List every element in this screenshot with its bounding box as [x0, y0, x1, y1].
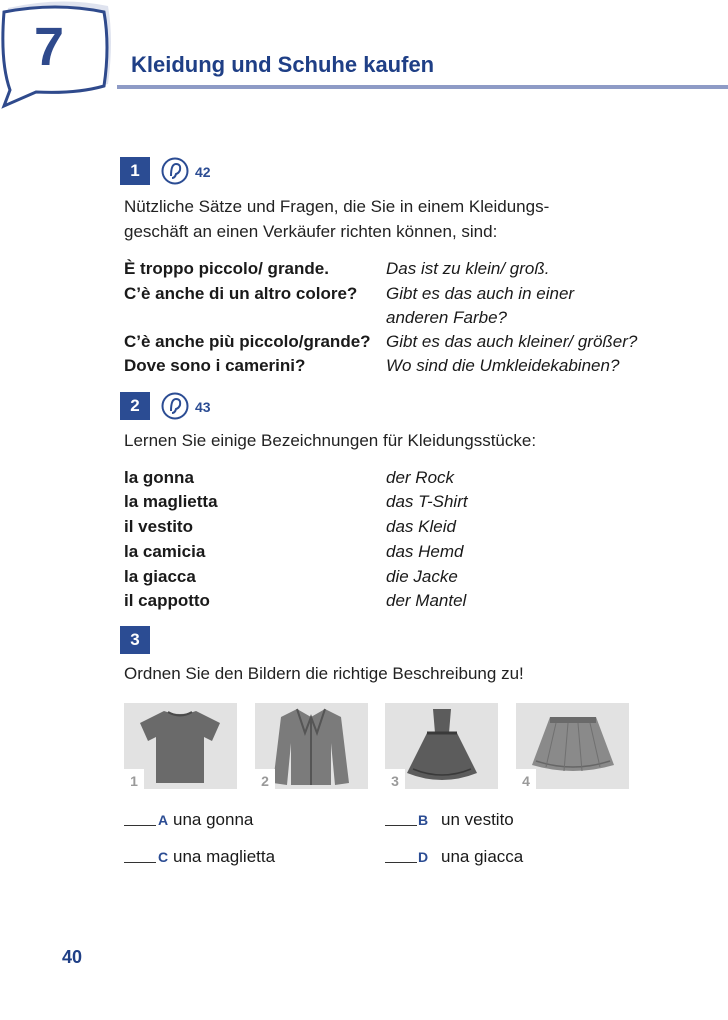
phrase-it: C’è anche più piccolo/grande? [124, 332, 371, 351]
section-2-intro: Lernen Sie einige Bezeichnungen für Kleidungsstücke: [124, 431, 537, 450]
answer-text: una giacca [441, 847, 524, 866]
answer-blank[interactable] [124, 862, 156, 863]
vocab-it: la gonna [124, 468, 194, 487]
phrase-it: C’è anche di un altro colore? [124, 284, 358, 303]
section-1-intro-line1: Nützliche Sätze und Fragen, die Sie in einem Kleidungs- [124, 197, 550, 216]
vocab-it: la camicia [124, 542, 206, 561]
phrase-it: Dove sono i camerini? [124, 356, 306, 375]
phrase-de: Wo sind die Umkleidekabinen? [386, 356, 620, 375]
answer-blank[interactable] [385, 862, 417, 863]
picture-number: 2 [255, 769, 275, 789]
phrase-it: È troppo piccolo/ grande. [124, 259, 329, 278]
section-1-intro-line2: geschäft an einen Verkäufer richten können, sind: [124, 222, 498, 241]
chapter-number: 7 [33, 17, 65, 77]
answer-text: una maglietta [173, 847, 276, 866]
vocab-it: il cappotto [124, 591, 210, 610]
answer-text: una gonna [173, 810, 254, 829]
answer-blank[interactable] [124, 825, 156, 826]
picture-card-4 [516, 703, 629, 789]
ear-audio-icon [161, 392, 189, 420]
phrase-de: Das ist zu klein/ groß. [386, 259, 550, 278]
header-rule [117, 85, 728, 89]
phrase-de: Gibt es das auch in einer [386, 284, 575, 303]
phrase-de: Gibt es das auch kleiner/ größer? [386, 332, 638, 351]
phrase-de-continued: anderen Farbe? [386, 308, 507, 327]
answer-text: un vestito [441, 810, 514, 829]
section-2-badge: 2 [120, 392, 150, 420]
answer-letter: C [158, 849, 169, 865]
picture-card-1 [124, 703, 237, 789]
picture-number: 3 [385, 769, 405, 789]
section-3-intro: Ordnen Sie den Bildern die richtige Beschreibung zu! [124, 664, 524, 683]
vocab-de: das Kleid [386, 517, 456, 536]
answer-letter: A [158, 812, 169, 828]
vocab-de: das T-Shirt [386, 492, 468, 511]
picture-card-3 [385, 703, 498, 789]
ear-audio-icon [161, 157, 189, 185]
vocab-de: der Mantel [386, 591, 467, 610]
chapter-title: Kleidung und Schuhe kaufen [131, 52, 435, 77]
vocab-de: die Jacke [386, 567, 458, 586]
audio-track-number: 42 [195, 164, 211, 180]
answer-blank[interactable] [385, 825, 417, 826]
vocab-de: das Hemd [386, 542, 464, 561]
vocab-it: il vestito [124, 517, 193, 536]
page-number: 40 [62, 947, 83, 967]
vocab-it: la giacca [124, 567, 196, 586]
picture-card-2 [255, 703, 368, 789]
vocab-it: la maglietta [124, 492, 218, 511]
picture-number: 1 [124, 769, 144, 789]
answer-letter: B [418, 812, 429, 828]
vocab-de: der Rock [386, 468, 455, 487]
audio-track-number: 43 [195, 399, 211, 415]
picture-number: 4 [516, 769, 536, 789]
section-3-badge: 3 [120, 626, 150, 654]
section-1-badge: 1 [120, 157, 150, 185]
answer-letter: D [418, 849, 429, 865]
